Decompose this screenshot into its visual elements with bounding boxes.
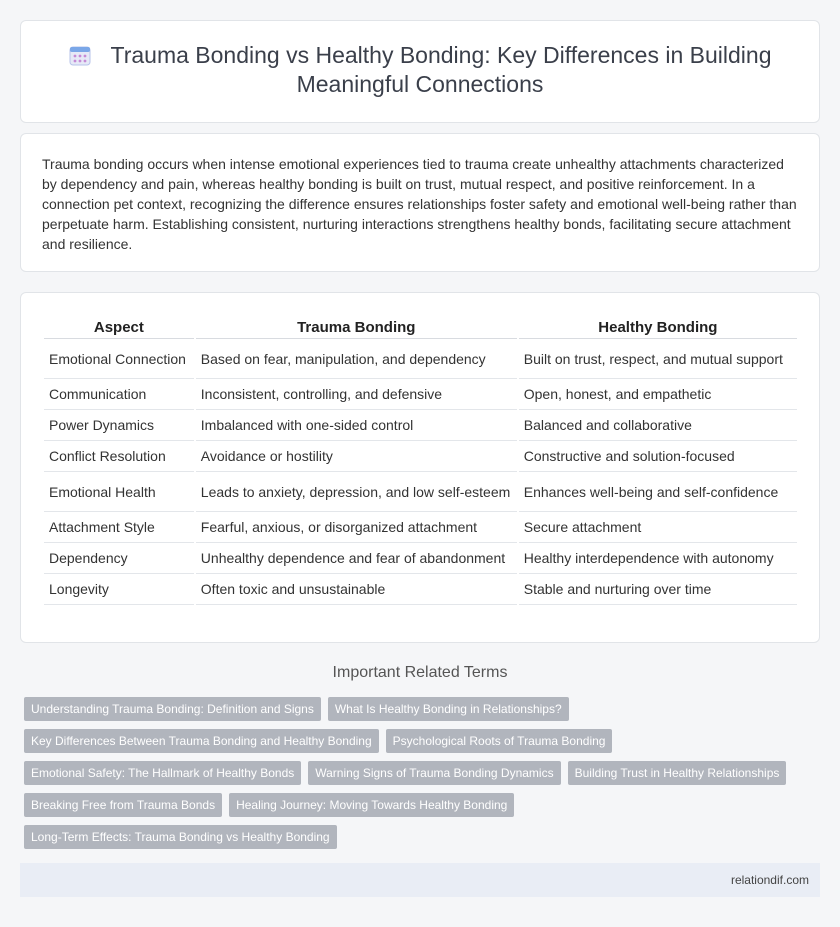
related-terms-row: [24, 697, 569, 721]
table-row: [44, 543, 797, 574]
footer: [20, 863, 820, 897]
header-healthy-bonding: Healthy Bonding: [519, 314, 797, 339]
related-terms-row: [24, 761, 786, 785]
row-trauma: Avoidance or hostility: [196, 441, 517, 472]
table-row: [44, 441, 797, 472]
title-card: [20, 20, 820, 123]
row-aspect: Longevity: [44, 574, 194, 605]
related-term-link[interactable]: Warning Signs of Trauma Bonding Dynamics: [308, 761, 560, 785]
row-trauma: Unhealthy dependence and fear of abandonment: [196, 543, 517, 574]
related-term-link[interactable]: What Is Healthy Bonding in Relationships?: [328, 697, 569, 721]
related-term-link[interactable]: Breaking Free from Trauma Bonds: [24, 793, 222, 817]
table-row: [44, 472, 797, 512]
table-header-row: [44, 314, 797, 339]
intro-card: [20, 133, 820, 272]
row-aspect: Emotional Health: [44, 472, 194, 512]
related-term-link[interactable]: Healing Journey: Moving Towards Healthy Bonding: [229, 793, 514, 817]
row-healthy: Stable and nurturing over time: [519, 574, 797, 605]
header-aspect: Aspect: [44, 314, 194, 339]
related-term-link[interactable]: Key Differences Between Trauma Bonding and Healthy Bonding: [24, 729, 379, 753]
related-terms-row: [24, 825, 337, 849]
comparison-card: [20, 292, 820, 643]
page-title: [21, 41, 819, 99]
row-aspect: Attachment Style: [44, 512, 194, 543]
row-trauma: Inconsistent, controlling, and defensive: [196, 379, 517, 410]
row-aspect: Communication: [44, 379, 194, 410]
related-terms-row: [24, 793, 514, 817]
intro-paragraph: Trauma bonding occurs when intense emotional experiences tied to trauma create unhealthy attachments characterized by dependency and pain, whereas healthy bonding is built on trust, mutual respect, and positive reinforcement. In a connection pet context, recognizing the difference ensures relationships foster safety and emotional well-being rather than perpetuate harm. Establishing consistent, nurturing interactions strengthens healthy bonds, facilitating secure attachment and resilience.: [42, 156, 797, 252]
row-trauma: Leads to anxiety, depression, and low self-esteem: [196, 472, 517, 512]
row-healthy: Secure attachment: [519, 512, 797, 543]
footer-site-link[interactable]: relationdif.com: [730, 873, 809, 887]
table-row: [44, 512, 797, 543]
related-term-link[interactable]: Psychological Roots of Trauma Bonding: [386, 729, 613, 753]
row-trauma: Imbalanced with one-sided control: [196, 410, 517, 441]
row-trauma: Fearful, anxious, or disorganized attachment: [196, 512, 517, 543]
table-row: [44, 379, 797, 410]
row-healthy: Enhances well-being and self-confidence: [519, 472, 797, 512]
row-healthy: Built on trust, respect, and mutual support: [519, 339, 797, 379]
row-aspect: Conflict Resolution: [44, 441, 194, 472]
table-row: [44, 410, 797, 441]
related-terms-row: [24, 729, 612, 753]
row-aspect: Power Dynamics: [44, 410, 194, 441]
page-title-text: Trauma Bonding vs Healthy Bonding: Key Differences in Building Meaningful Connections: [110, 42, 772, 97]
header-trauma-bonding: Trauma Bonding: [196, 314, 517, 339]
table-row: [44, 574, 797, 605]
row-healthy: Constructive and solution-focused: [519, 441, 797, 472]
related-terms-heading: Important Related Terms: [332, 664, 508, 681]
comparison-table: [42, 314, 799, 605]
row-healthy: Open, honest, and empathetic: [519, 379, 797, 410]
row-aspect: Emotional Connection: [44, 339, 194, 379]
row-trauma: Based on fear, manipulation, and dependency: [196, 339, 517, 379]
related-term-link[interactable]: Understanding Trauma Bonding: Definition and Signs: [24, 697, 321, 721]
calendar-icon: [69, 44, 91, 66]
related-term-link[interactable]: Building Trust in Healthy Relationships: [568, 761, 787, 785]
table-row: [44, 339, 797, 379]
related-term-link[interactable]: Emotional Safety: The Hallmark of Healthy Bonds: [24, 761, 301, 785]
row-aspect: Dependency: [44, 543, 194, 574]
row-healthy: Balanced and collaborative: [519, 410, 797, 441]
row-trauma: Often toxic and unsustainable: [196, 574, 517, 605]
row-healthy: Healthy interdependence with autonomy: [519, 543, 797, 574]
related-term-link[interactable]: Long-Term Effects: Trauma Bonding vs Healthy Bonding: [24, 825, 337, 849]
